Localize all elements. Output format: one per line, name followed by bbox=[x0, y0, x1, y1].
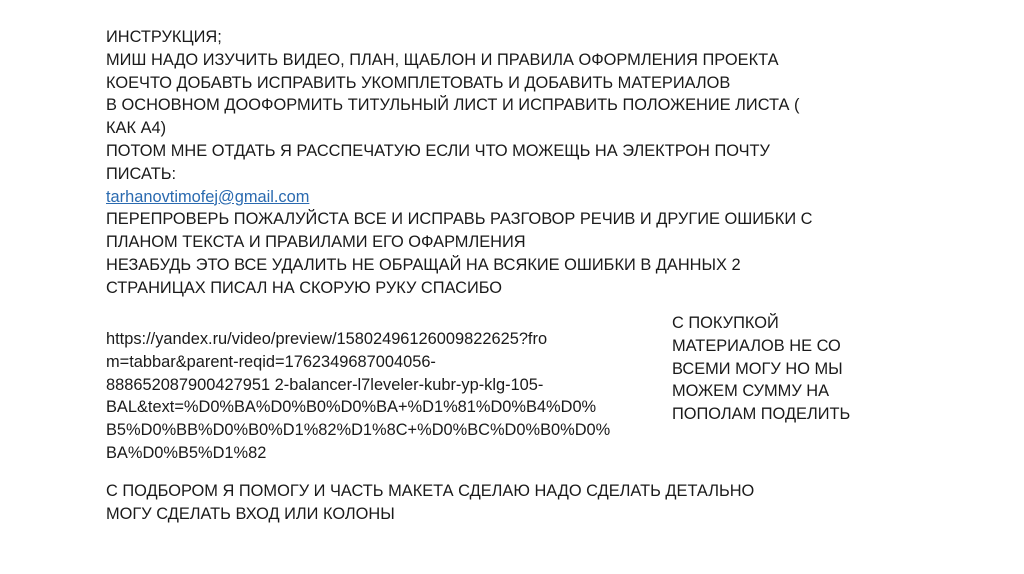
side-note-line: ВСЕМИ МОГУ НО МЫ bbox=[672, 359, 843, 378]
side-note-line: ПОПОЛАМ ПОДЕЛИТЬ bbox=[672, 405, 851, 424]
url-line: 888652087900427951 2-balancer-l7leveler-kubr-yp-klg-105- bbox=[106, 375, 544, 394]
instruction-line: ПЛАНОМ ТЕКСТА И ПРАВИЛАМИ ЕГО ОФАРМЛЕНИЯ bbox=[106, 233, 526, 252]
url-line: BA%D0%B5%D1%82 bbox=[106, 443, 267, 462]
url-line: B5%D0%BB%D0%B0%D1%82%D1%8C+%D0%BC%D0%B0%D0% bbox=[106, 421, 611, 440]
instruction-line: КАК А4) bbox=[106, 119, 167, 138]
instruction-title: ИНСТРУКЦИЯ; bbox=[106, 28, 222, 46]
url-line: BAL&text=%D0%BA%D0%B0%D0%BA+%D1%81%D0%B4%D0% bbox=[106, 398, 597, 417]
instruction-line: КОЕЧТО ДОБАВТЬ ИСПРАВИТЬ УКОМПЛЕТОВАТЬ И ДОБАВИТЬ МАТЕРИАЛОВ bbox=[106, 73, 731, 92]
bottom-note-line: С ПОДБОРОМ Я ПОМОГУ И ЧАСТЬ МАКЕТА СДЕЛАЮ НАДО СДЕЛАТЬ ДЕТАЛЬНО bbox=[106, 482, 755, 500]
url-line: m=tabbar&parent-reqid=1762349687004056- bbox=[106, 352, 436, 371]
instruction-line: В ОСНОВНОМ ДООФОРМИТЬ ТИТУЛЬНЫЙ ЛИСТ И ИСПРАВИТЬ ПОЛОЖЕНИЕ ЛИСТА ( bbox=[106, 96, 800, 115]
instruction-line: НЕЗАБУДЬ ЭТО ВСЕ УДАЛИТЬ НЕ ОБРАЩАЙ НА ВСЯКИЕ ОШИБКИ В ДАННЫХ 2 bbox=[106, 255, 741, 274]
url-line: https://yandex.ru/video/preview/15802496126009822625?fro bbox=[106, 330, 548, 348]
instruction-text-block bbox=[106, 26, 846, 300]
side-note-line: МАТЕРИАЛОВ НЕ СО bbox=[672, 336, 841, 355]
instruction-line: ПИСАТЬ: bbox=[106, 164, 177, 183]
email-link[interactable]: tarhanovtimofej@gmail.com bbox=[106, 187, 310, 206]
instruction-line: МИШ НАДО ИЗУЧИТЬ ВИДЕО, ПЛАН, ЩАБЛОН И ПРАВИЛА ОФОРМЛЕНИЯ ПРОЕКТА bbox=[106, 50, 779, 69]
instruction-line: ПЕРЕПРОВЕРЬ ПОЖАЛУЙСТА ВСЕ И ИСПРАВЬ РАЗГОВОР РЕЧИВ И ДРУГИЕ ОШИБКИ С bbox=[106, 210, 813, 229]
bottom-note-line: МОГУ СДЕЛАТЬ ВХОД ИЛИ КОЛОНЫ bbox=[106, 504, 395, 523]
side-note bbox=[672, 312, 892, 426]
side-note-line: С ПОКУПКОЙ bbox=[672, 314, 779, 332]
bottom-note bbox=[106, 480, 846, 526]
video-url-text bbox=[106, 328, 626, 465]
side-note-line: МОЖЕМ СУММУ НА bbox=[672, 382, 830, 401]
instruction-line: СТРАНИЦАХ ПИСАЛ НА СКОРУЮ РУКУ СПАСИБО bbox=[106, 278, 503, 297]
instruction-line: ПОТОМ МНЕ ОТДАТЬ Я РАССПЕЧАТУЮ ЕСЛИ ЧТО МОЖЕЩЬ НА ЭЛЕКТРОН ПОЧТУ bbox=[106, 141, 770, 160]
